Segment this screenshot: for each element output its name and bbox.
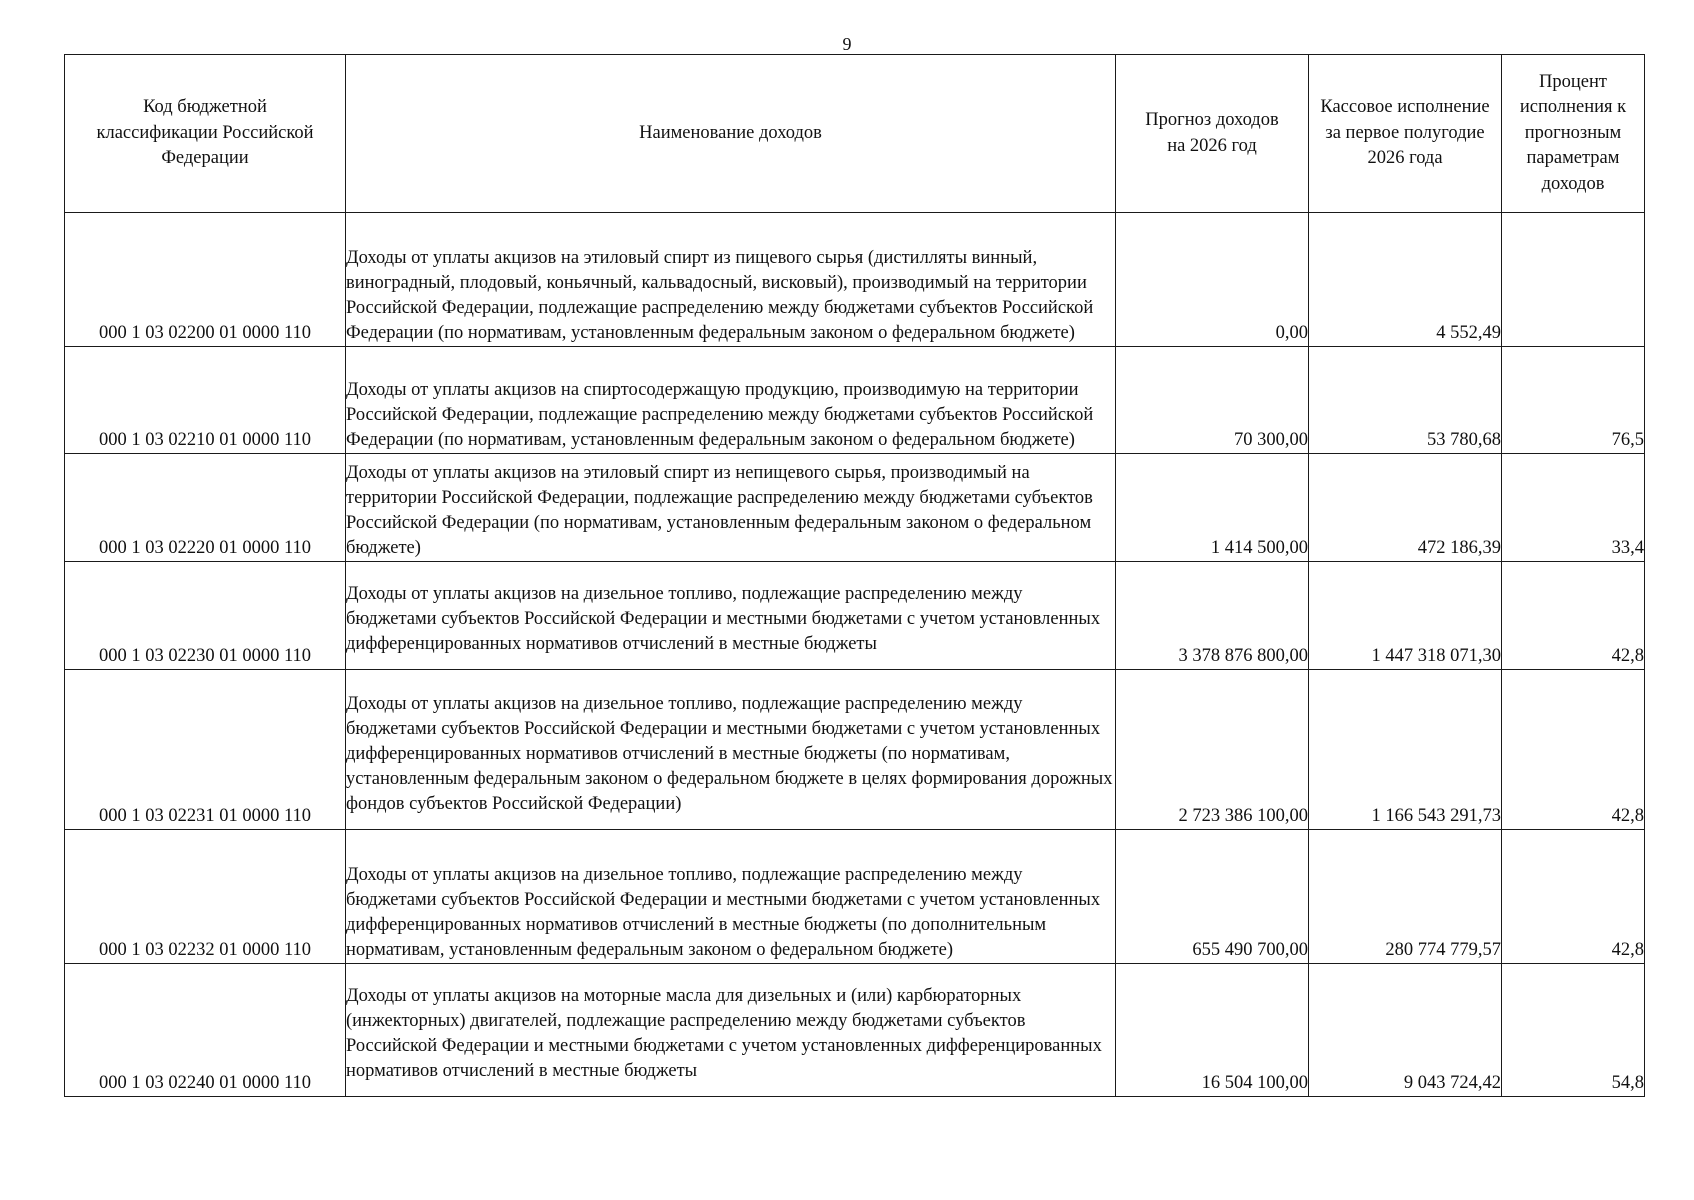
table-row [65,562,1645,670]
row-code: 000 1 03 02230 01 0000 110 [65,562,346,670]
row-code: 000 1 03 02240 01 0000 110 [65,964,346,1097]
row-code: 000 1 03 02210 01 0000 110 [65,347,346,454]
header-code: Код бюджетной классификации Российской Федерации [65,55,346,213]
table-body [65,213,1645,1097]
row-forecast: 0,00 [1116,213,1309,347]
row-percent: 42,8 [1502,670,1645,830]
row-name: Доходы от уплаты акцизов на моторные масла для дизельных и (или) карбюраторных (инжекторных) двигателей, подлежащие распределению между бюджетами субъектов Российской Федерации и местными бюджетами с учетом установленных дифференцированных нормативов отчислений в местные бюджеты [346,964,1116,1097]
table-row [65,670,1645,830]
table-row [65,213,1645,347]
table-row [65,964,1645,1097]
row-code: 000 1 03 02200 01 0000 110 [65,213,346,347]
table-header [65,55,1645,213]
row-forecast: 655 490 700,00 [1116,830,1309,964]
row-cash: 1 447 318 071,30 [1309,562,1502,670]
row-cash: 4 552,49 [1309,213,1502,347]
row-name: Доходы от уплаты акцизов на дизельное топливо, подлежащие распределению между бюджетами субъектов Российской Федерации и местными бюджетами с учетом установленных дифференцированных нормативов отчислений в местные бюджеты [346,562,1116,670]
row-forecast: 1 414 500,00 [1116,454,1309,562]
income-table [64,54,1645,1097]
row-percent: 76,5 [1502,347,1645,454]
row-cash: 472 186,39 [1309,454,1502,562]
row-percent: 33,4 [1502,454,1645,562]
row-cash: 280 774 779,57 [1309,830,1502,964]
row-name: Доходы от уплаты акцизов на этиловый спирт из пищевого сырья (дистилляты винный, виноградный, плодовый, коньячный, кальвадосный, висковый), производимый на территории Российской Федерации, подлежащие распределению между бюджетами субъектов Российской Федерации (по нормативам, установленным федеральным законом о федеральном бюджете) [346,213,1116,347]
row-cash: 9 043 724,42 [1309,964,1502,1097]
row-name: Доходы от уплаты акцизов на дизельное топливо, подлежащие распределению между бюджетами субъектов Российской Федерации и местными бюджетами с учетом установленных дифференцированных нормативов отчислений в местные бюджеты (по нормативам, установленным федеральным законом о федеральном бюджете в целях формирования дорожных фондов субъектов Российской Федерации) [346,670,1116,830]
row-percent [1502,213,1645,347]
row-name: Доходы от уплаты акцизов на этиловый спирт из непищевого сырья, производимый на территории Российской Федерации, подлежащие распределению между бюджетами субъектов Российской Федерации (по нормативам, установленным федеральным законом о федеральном бюджете) [346,454,1116,562]
row-code: 000 1 03 02220 01 0000 110 [65,454,346,562]
row-forecast: 16 504 100,00 [1116,964,1309,1097]
row-percent: 54,8 [1502,964,1645,1097]
row-forecast: 2 723 386 100,00 [1116,670,1309,830]
header-percent: Процент исполнения к прогнозным параметрам доходов [1502,55,1645,213]
table-row [65,830,1645,964]
row-forecast: 3 378 876 800,00 [1116,562,1309,670]
header-name: Наименование доходов [346,55,1116,213]
header-forecast: Прогноз доходов на 2026 год [1116,55,1309,213]
row-percent: 42,8 [1502,562,1645,670]
row-forecast: 70 300,00 [1116,347,1309,454]
row-percent: 42,8 [1502,830,1645,964]
header-cash: Кассовое исполнение за первое полугодие 2026 года [1309,55,1502,213]
page-number: 9 [842,34,852,54]
row-code: 000 1 03 02231 01 0000 110 [65,670,346,830]
row-name: Доходы от уплаты акцизов на дизельное топливо, подлежащие распределению между бюджетами субъектов Российской Федерации и местными бюджетами с учетом установленных дифференцированных нормативов отчислений в местные бюджеты (по дополнительным нормативам, установленным федеральным законом о федеральном бюджете) [346,830,1116,964]
table-row [65,454,1645,562]
row-cash: 53 780,68 [1309,347,1502,454]
row-cash: 1 166 543 291,73 [1309,670,1502,830]
table-row [65,347,1645,454]
row-name: Доходы от уплаты акцизов на спиртосодержащую продукцию, производимую на территории Российской Федерации, подлежащие распределению между бюджетами субъектов Российской Федерации (по нормативам, установленным федеральным законом о федеральном бюджете) [346,347,1116,454]
row-code: 000 1 03 02232 01 0000 110 [65,830,346,964]
